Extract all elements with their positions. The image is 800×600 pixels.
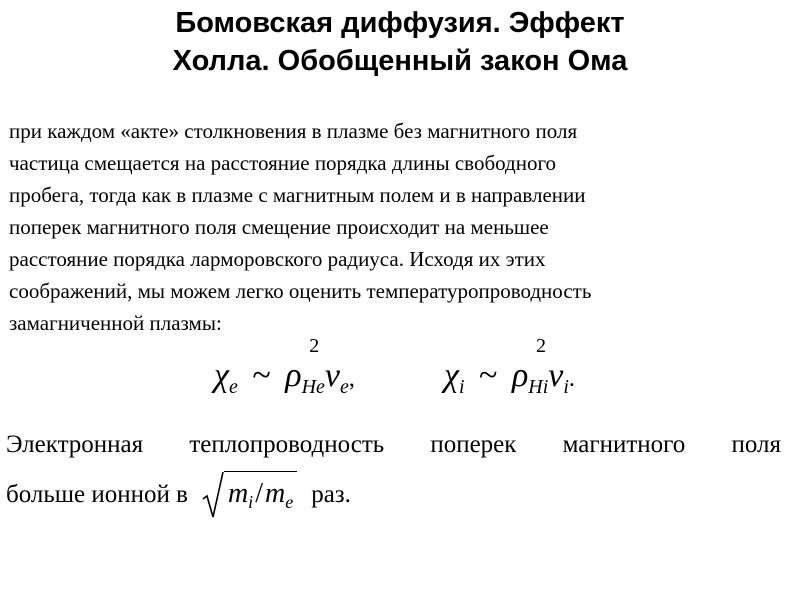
formula-ion [444, 335, 575, 417]
hall-word: Электронная [6, 431, 144, 458]
title-line-1: Бомовская диффузия. Эффект [175, 7, 625, 39]
hall-word: магнитного [562, 431, 686, 458]
hall-word: поля [731, 431, 781, 458]
comma: , [348, 366, 355, 392]
paragraph-line: замагниченной плазмы: [9, 311, 222, 335]
rho-symbol: ρ [285, 357, 302, 394]
paragraph-line: пробега, тогда как в плазме с магнитным полем и в направлении [9, 183, 586, 207]
paragraph-line: соображений, мы можем легко оценить температуропроводность [9, 279, 592, 303]
nu-symbol: ν [548, 357, 564, 394]
division-slash: / [255, 478, 263, 509]
hall-statement [6, 420, 792, 520]
subscript-He: He [301, 376, 325, 398]
hall-line-1 [6, 420, 781, 470]
paragraph-line: при каждом «акте» столкновения в плазме без магнитного поля [9, 119, 578, 143]
sqrt-mass-ratio [202, 471, 297, 519]
subscript-i: i [458, 376, 465, 398]
title-line-2: Холла. Обобщенный закон Ома [172, 45, 628, 77]
subscript-e: e [340, 376, 349, 398]
nu-symbol: ν [324, 357, 341, 394]
formula-electron [214, 335, 355, 417]
slide-title [0, 4, 800, 80]
rho-He-squared [285, 335, 325, 417]
rho-Hi-squared [511, 335, 549, 417]
mass-symbol: m [264, 478, 286, 509]
subscript-e: e [228, 376, 238, 398]
subscript-Hi: Hi [528, 376, 549, 398]
radical-sign-icon [202, 471, 224, 519]
body-paragraph [9, 115, 789, 339]
hall-word: поперек [430, 431, 517, 458]
rho-symbol: ρ [511, 357, 529, 394]
superscript-2: 2 [535, 335, 546, 357]
subscript-i: i [563, 376, 569, 398]
subscript-e: e [285, 492, 294, 512]
period: . [568, 366, 575, 392]
hall-text-after: раз. [311, 481, 351, 508]
sim-operator: ~ [479, 357, 498, 394]
subscript-i: i [248, 492, 254, 512]
hall-text-before: больше ионной в [6, 481, 188, 508]
paragraph-line: расстояние порядка ларморовского радиуса. Исходя их этих [9, 247, 546, 271]
paragraph-line: частица смещается на расстояние порядка длины свободного [9, 151, 557, 175]
superscript-2: 2 [309, 335, 320, 357]
paragraph-line: поперек магнитного поля смещение происходит на меньшее [9, 215, 549, 239]
chi-symbol: χ [214, 357, 229, 394]
sim-operator: ~ [252, 357, 271, 394]
hall-line-2 [6, 470, 792, 520]
hall-word: теплопроводность [189, 431, 385, 458]
radicand [224, 471, 297, 519]
mass-symbol: m [227, 478, 249, 509]
chi-symbol: χ [444, 357, 459, 394]
